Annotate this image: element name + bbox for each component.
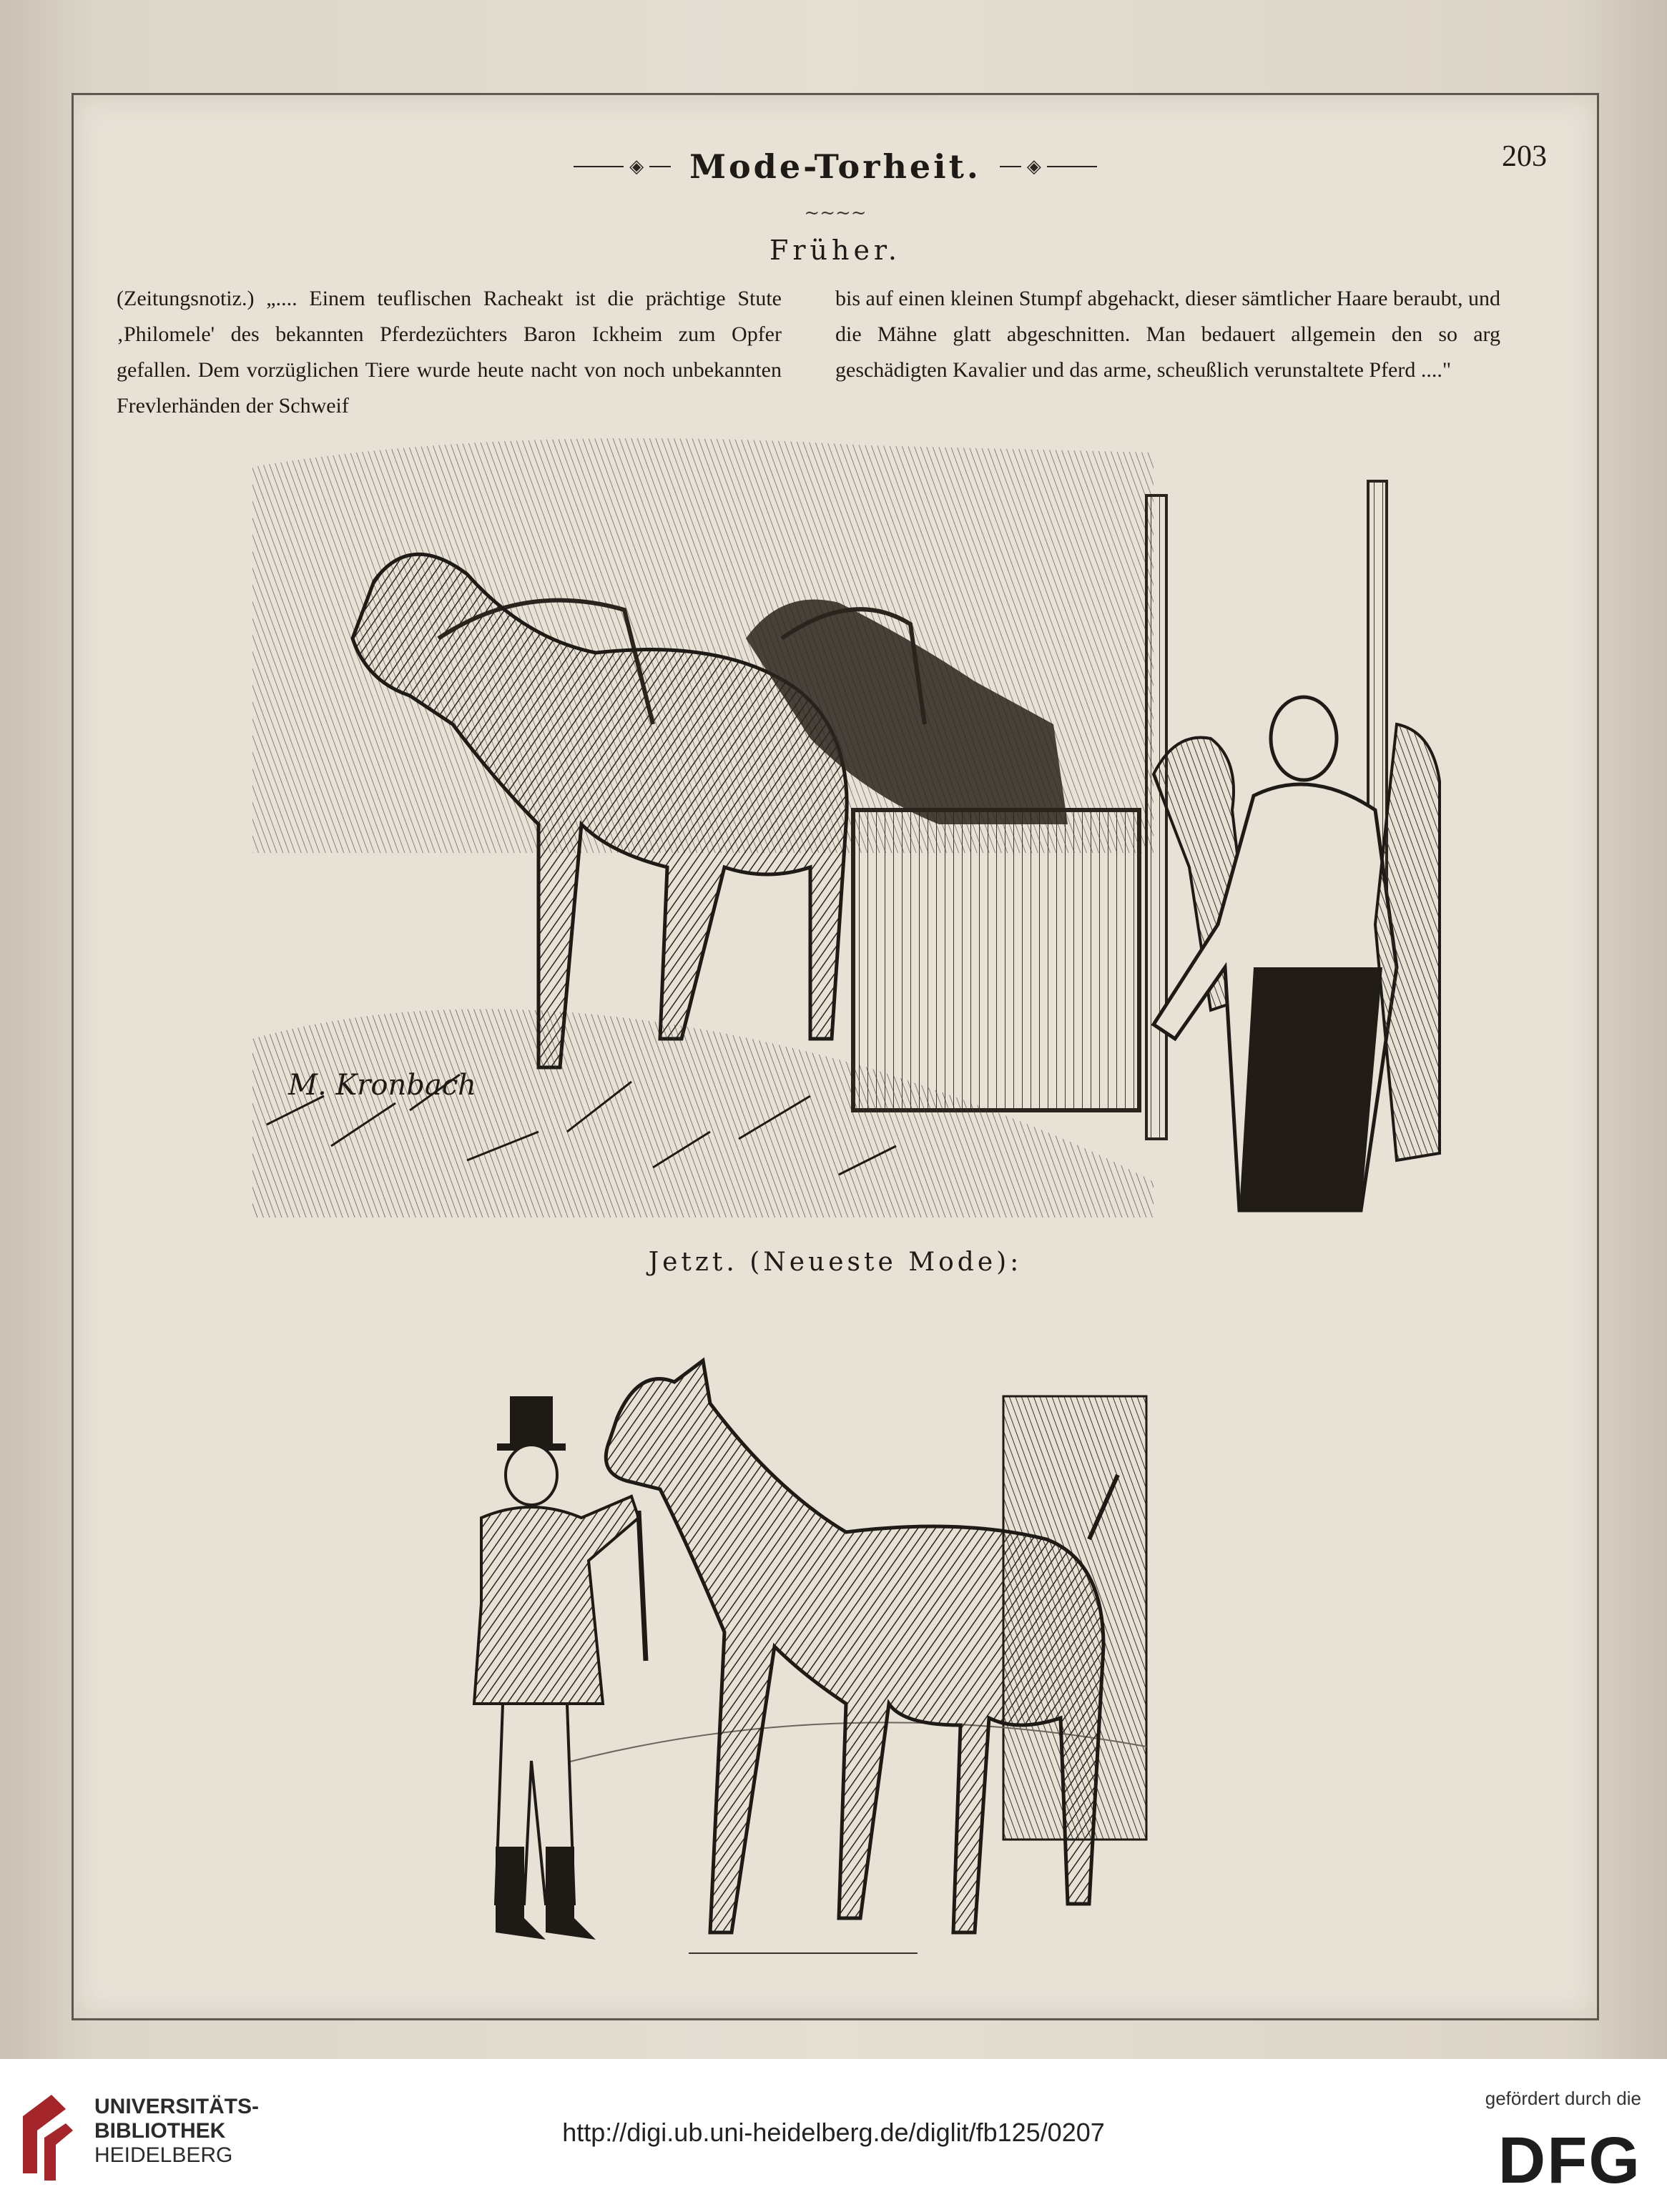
title-flourish: ~~~~ bbox=[804, 202, 867, 224]
artist-signature: M. Kronbach bbox=[288, 1069, 476, 1102]
page-title: Mode-Torheit. bbox=[689, 147, 981, 186]
section-heading-now: Jetzt. (Neueste Mode): bbox=[648, 1248, 1023, 1277]
dfg-logo[interactable]: DFG bbox=[1498, 2124, 1641, 2197]
stable-illustration bbox=[224, 424, 1447, 1225]
page-header bbox=[74, 138, 1597, 195]
source-url-link[interactable]: http://digi.ub.uni-heidelberg.de/diglit/fb125/0207 bbox=[562, 2118, 1105, 2147]
section-heading-before: Früher. bbox=[769, 234, 902, 266]
page-number: 203 bbox=[1502, 140, 1547, 173]
viewer-footer bbox=[0, 2059, 1667, 2212]
library-name-line2: BIBLIOTHEK bbox=[94, 2119, 226, 2143]
ornament-right-icon: ◈ bbox=[1000, 156, 1097, 177]
notice-text-left: (Zeitungsnotiz.) „.... Einem teuflischen Racheakt ist die prächtige Stute ‚Philomele' des bekannten Pferdezüchters Baron Ickheim zum Opfer gefallen. Dem vorzüglichen Tiere wurde heute nacht von noch unbekannten Frevlerhänden der Schweif bbox=[117, 287, 782, 418]
groom-horse-illustration bbox=[403, 1303, 1318, 1990]
ornament-left-icon: ◈ bbox=[574, 156, 671, 177]
notice-text-right: bis auf einen kleinen Stumpf abgehackt, dieser sämtlicher Haare beraubt, und die Mähne glatt abgeschnitten. Man bedauert allgemein den so arg geschädigten Kavalier und das arme, scheußlich verunstaltete Pferd ...." bbox=[835, 287, 1500, 382]
funder-label: gefördert durch die bbox=[1485, 2088, 1641, 2109]
book-page bbox=[72, 93, 1599, 2020]
end-rule bbox=[689, 1952, 918, 1954]
library-name-line1: UNIVERSITÄTS- bbox=[94, 2095, 260, 2118]
library-name-line3: HEIDELBERG bbox=[94, 2143, 233, 2167]
